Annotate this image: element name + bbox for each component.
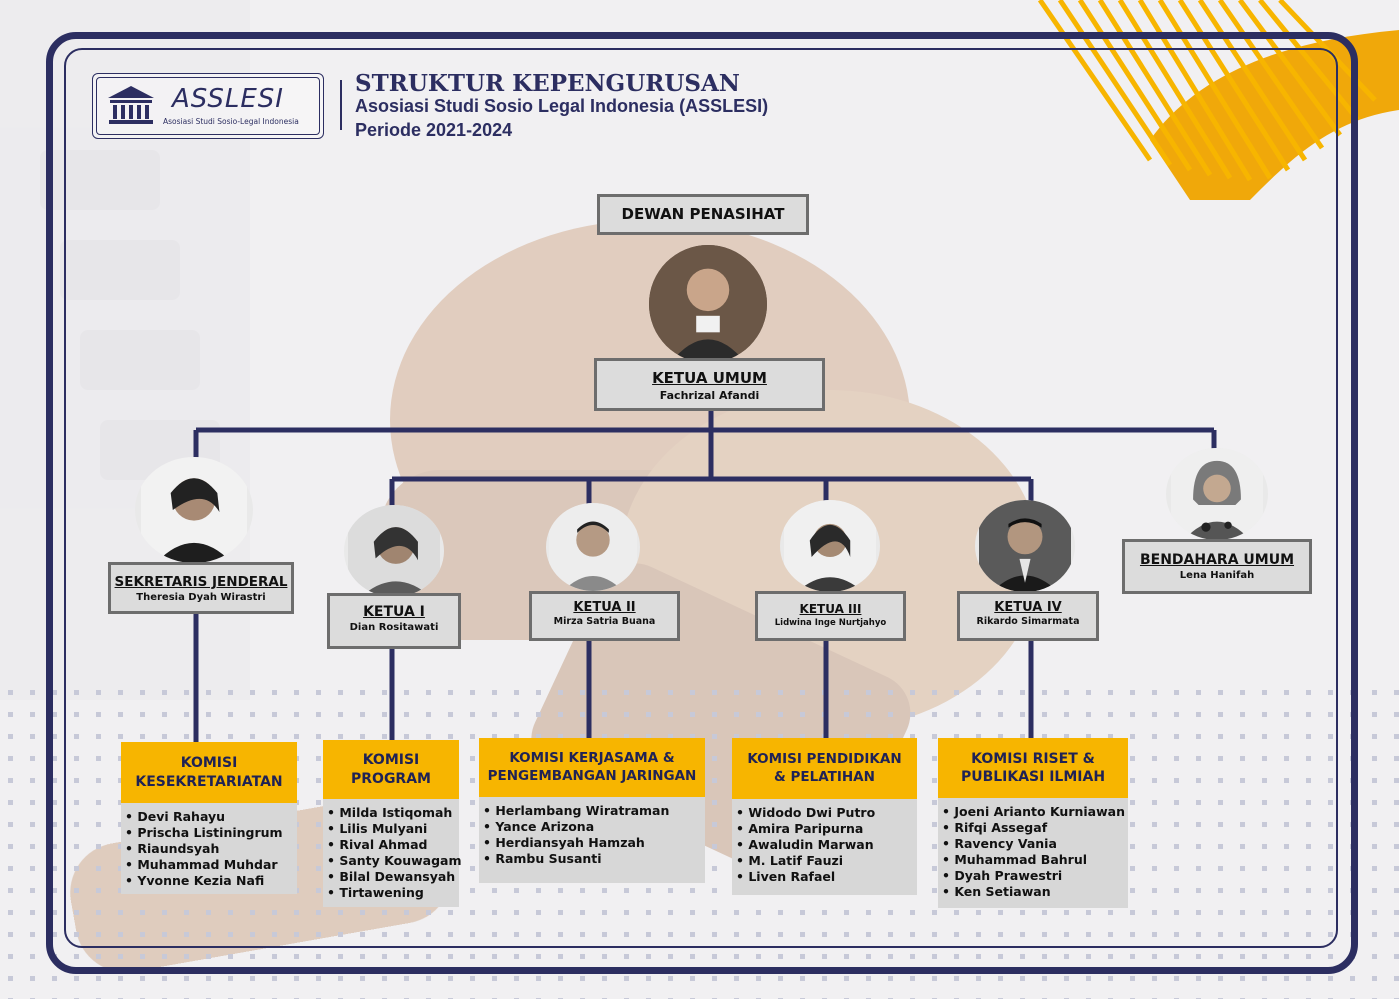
member-item: • Liven Rafael <box>736 869 917 885</box>
member-item: • Santy Kouwagam <box>327 853 459 869</box>
commission-title: KOMISI PROGRAM <box>351 752 431 787</box>
commission-header <box>323 740 459 799</box>
commission-members <box>121 803 297 894</box>
member-list <box>327 805 462 901</box>
member-item: • Rival Ahmad <box>327 837 459 853</box>
officer-title: KETUA I <box>363 604 425 620</box>
page-title: STRUKTUR KEPENGURUSAN <box>355 70 740 97</box>
commission-members <box>938 798 1128 908</box>
ketua2-photo <box>546 503 640 591</box>
member-item: • Devi Rahayu <box>125 809 297 825</box>
commission-title: KOMISI KERJASAMA & PENGEMBANGAN JARINGAN <box>487 749 697 784</box>
advisory-label: DEWAN PENASIHAT <box>621 205 785 223</box>
member-item: • Tirtawening <box>327 885 459 901</box>
commission-members <box>479 797 705 883</box>
member-item: • Muhammad Bahrul <box>942 852 1128 868</box>
member-item: • Ravency Vania <box>942 836 1128 852</box>
member-list <box>942 804 1128 900</box>
chair-box <box>594 358 825 411</box>
member-item: • Herlambang Wiratraman <box>483 803 705 819</box>
officer-name: Dian Rositawati <box>349 622 439 633</box>
commission-title: KOMISI RISET & PUBLIKASI ILMIAH <box>960 750 1106 785</box>
ketua1-photo <box>344 505 444 597</box>
member-item: • Amira Paripurna <box>736 821 917 837</box>
member-item: • Widodo Dwi Putro <box>736 805 917 821</box>
officer-box-sekjen <box>108 562 294 614</box>
officer-name: Mirza Satria Buana <box>553 616 656 627</box>
chair-name: Fachrizal Afandi <box>659 389 760 402</box>
member-item: • Dyah Prawestri <box>942 868 1128 884</box>
member-item: • Bilal Dewansyah <box>327 869 459 885</box>
member-item: • Awaludin Marwan <box>736 837 917 853</box>
member-item: • M. Latif Fauzi <box>736 853 917 869</box>
member-item: • Rifqi Assegaf <box>942 820 1128 836</box>
member-item: • Muhammad Muhdar <box>125 857 297 873</box>
member-item: • Herdiansyah Hamzah <box>483 835 705 851</box>
commission-members <box>323 799 462 907</box>
commission-header <box>121 742 297 803</box>
member-item: • Milda Istiqomah <box>327 805 459 821</box>
officer-name: Rikardo Simarmata <box>976 616 1080 627</box>
member-item: • Rambu Susanti <box>483 851 705 867</box>
officer-name: Theresia Dyah Wirastri <box>136 592 266 603</box>
member-item: • Riaundsyah <box>125 841 297 857</box>
officer-name: Lidwina Inge Nurtjahyo <box>774 618 887 628</box>
member-item: • Lilis Mulyani <box>327 821 459 837</box>
bendahara-photo <box>1166 448 1268 540</box>
chair-title: KETUA UMUM <box>652 369 767 387</box>
officer-title: BENDAHARA UMUM <box>1139 552 1295 568</box>
officer-box-ketua2 <box>529 591 680 641</box>
logo-subtitle: Asosiasi Studi Sosio-Legal Indonesia <box>163 117 299 126</box>
member-item: • Yance Arizona <box>483 819 705 835</box>
member-item: • Joeni Arianto Kurniawan <box>942 804 1128 820</box>
sekjen-photo <box>135 457 253 563</box>
member-item: • Yvonne Kezia Nafi <box>125 873 297 889</box>
officer-title: KETUA III <box>799 602 862 616</box>
ketua3-photo <box>780 500 880 592</box>
officer-box-ketua3 <box>755 591 906 641</box>
commission-title: KOMISI PENDIDIKAN & PELATIHAN <box>747 750 902 785</box>
period-label: Periode 2021-2024 <box>355 120 513 140</box>
commission-header <box>479 738 705 797</box>
officer-title: KETUA II <box>573 600 636 615</box>
commission-header <box>732 738 917 799</box>
member-item: • Ken Setiawan <box>942 884 1128 900</box>
commission-header <box>938 738 1128 798</box>
advisory-council-box <box>597 194 809 235</box>
logo-text: ASSLESI <box>172 84 284 114</box>
member-list <box>125 809 297 889</box>
organization-name: Asosiasi Studi Sosio Legal Indonesia (ASSLESI) <box>355 96 769 116</box>
commission-members <box>732 799 917 895</box>
member-list <box>736 805 917 885</box>
chair-photo <box>649 245 767 363</box>
commission-title: KOMISI KESEKRETARIATAN <box>135 755 283 790</box>
member-item: • Prischa Listiningrum <box>125 825 297 841</box>
member-list <box>483 803 705 867</box>
ketua4-photo <box>975 500 1075 592</box>
officer-title: KETUA IV <box>994 600 1062 615</box>
officer-title: SEKRETARIS JENDERAL <box>114 574 288 590</box>
officer-name: Lena Hanifah <box>1179 570 1255 581</box>
officer-box-ketua1 <box>327 593 461 649</box>
officer-box-bendahara <box>1122 539 1312 594</box>
officer-box-ketua4 <box>957 591 1099 641</box>
